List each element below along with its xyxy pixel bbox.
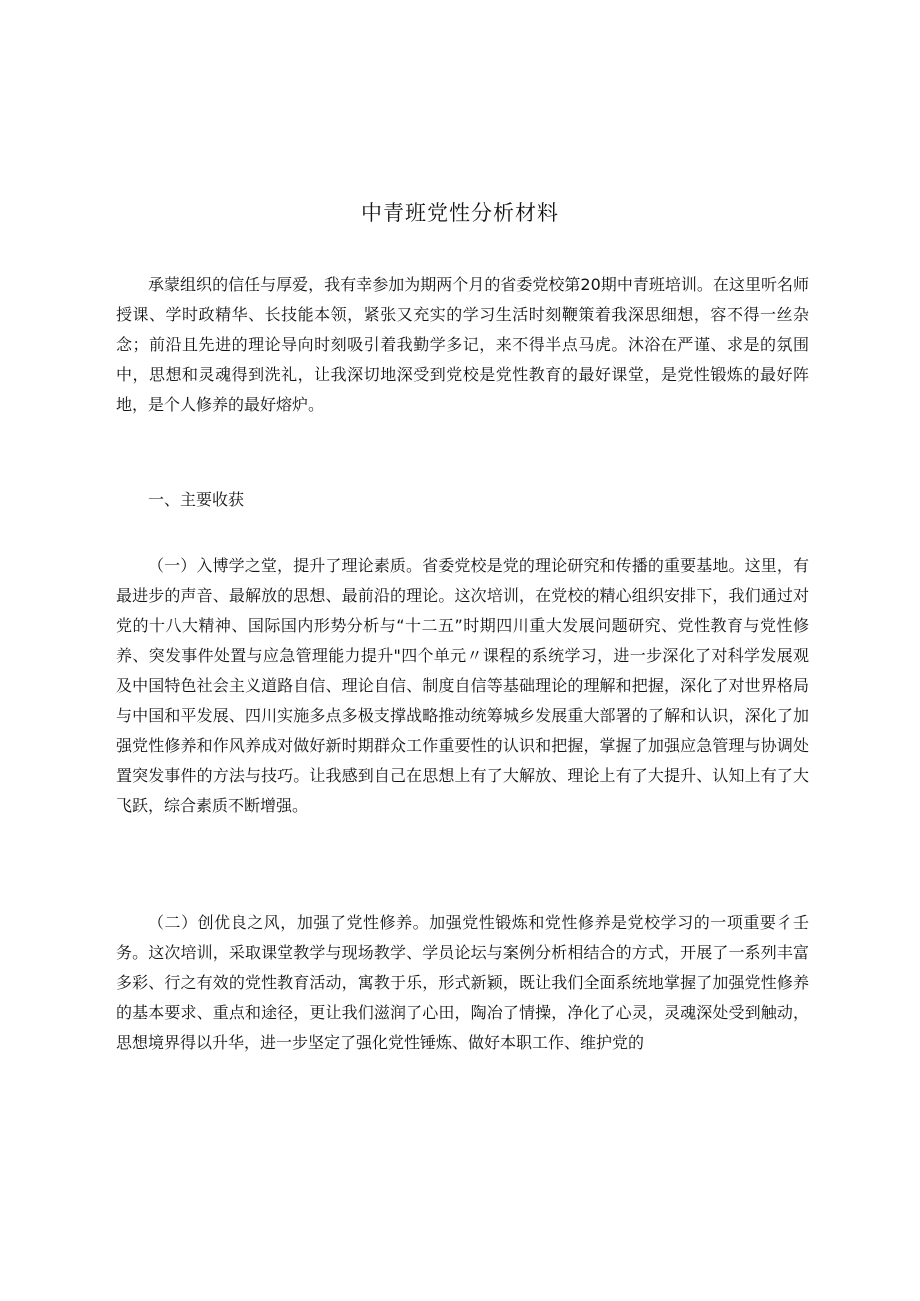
section-heading: 一、主要收获 <box>148 490 245 509</box>
intro-paragraph: 承蒙组织的信任与厚爱，我有幸参加为期两个月的省委党校第20期中青班培训。在这里听名师授课、学时政精华、长技能本领，紧张又充实的学习生活时刻鞭策着我深思细想，容不得一丝杂念；前沿且先进的理论导向时刻吸引着我勤学多记，来不得半点马虎。沐浴在严谨、求是的氛围中，思想和灵魂得到洗礼，让我深切地深受到党校是党性教育的最好课堂，是党性锻炼的最好阵地，是个人修养的最好熔炉。 <box>116 275 809 414</box>
paragraph-two: （二）创优良之风，加强了党性修养。加强党性锻炼和党性修养是党校学习的一项重要彳壬务。这次培训，采取课堂教学与现场教学、学员论坛与案例分析相结合的方式，开展了一系列丰富多彩、行之有效的党性教育活动，寓教于乐，形式新颖，既让我们全面系统地掌握了加强党性修养的基本要求、重点和途径，更让我们滋润了心田，陶冶了情操，净化了心灵，灵魂深处受到触动，思想境界得以升华，进一步坚定了强化党性锤炼、做好本职工作、维护党的 <box>116 913 809 1052</box>
paragraph-one: （一）入博学之堂，提升了理论素质。省委党校是党的理论研究和传播的重要基地。这里，有最进步的声音、最解放的思想、最前沿的理论。这次培训，在党校的精心组织安排下，我们通过对党的十八大精神、国际国内形势分析与“十二五”时期四川重大发展问题研究、党性教育与党性修养、突发事件处置与应急管理能力提升"四个单元〃课程的系统学习，进一步深化了对科学发展观及中国特色社会主义道路自信、理论自信、制度自信等基础理论的理解和把握，深化了对世界格局与中国和平发展、四川实施多点多极支撑战略推动统筹城乡发展重大部署的了解和认识，深化了加强党性修养和作风养成对做好新时期群众工作重要性的认识和把握，掌握了加强应急管理与协调处置突发事件的方法与技巧。让我感到自己在思想上有了大解放、理论上有了大提升、认知上有了大飞跃，综合素质不断增强。 <box>116 556 809 815</box>
document-title: 中青班党性分析材料 <box>361 201 559 225</box>
